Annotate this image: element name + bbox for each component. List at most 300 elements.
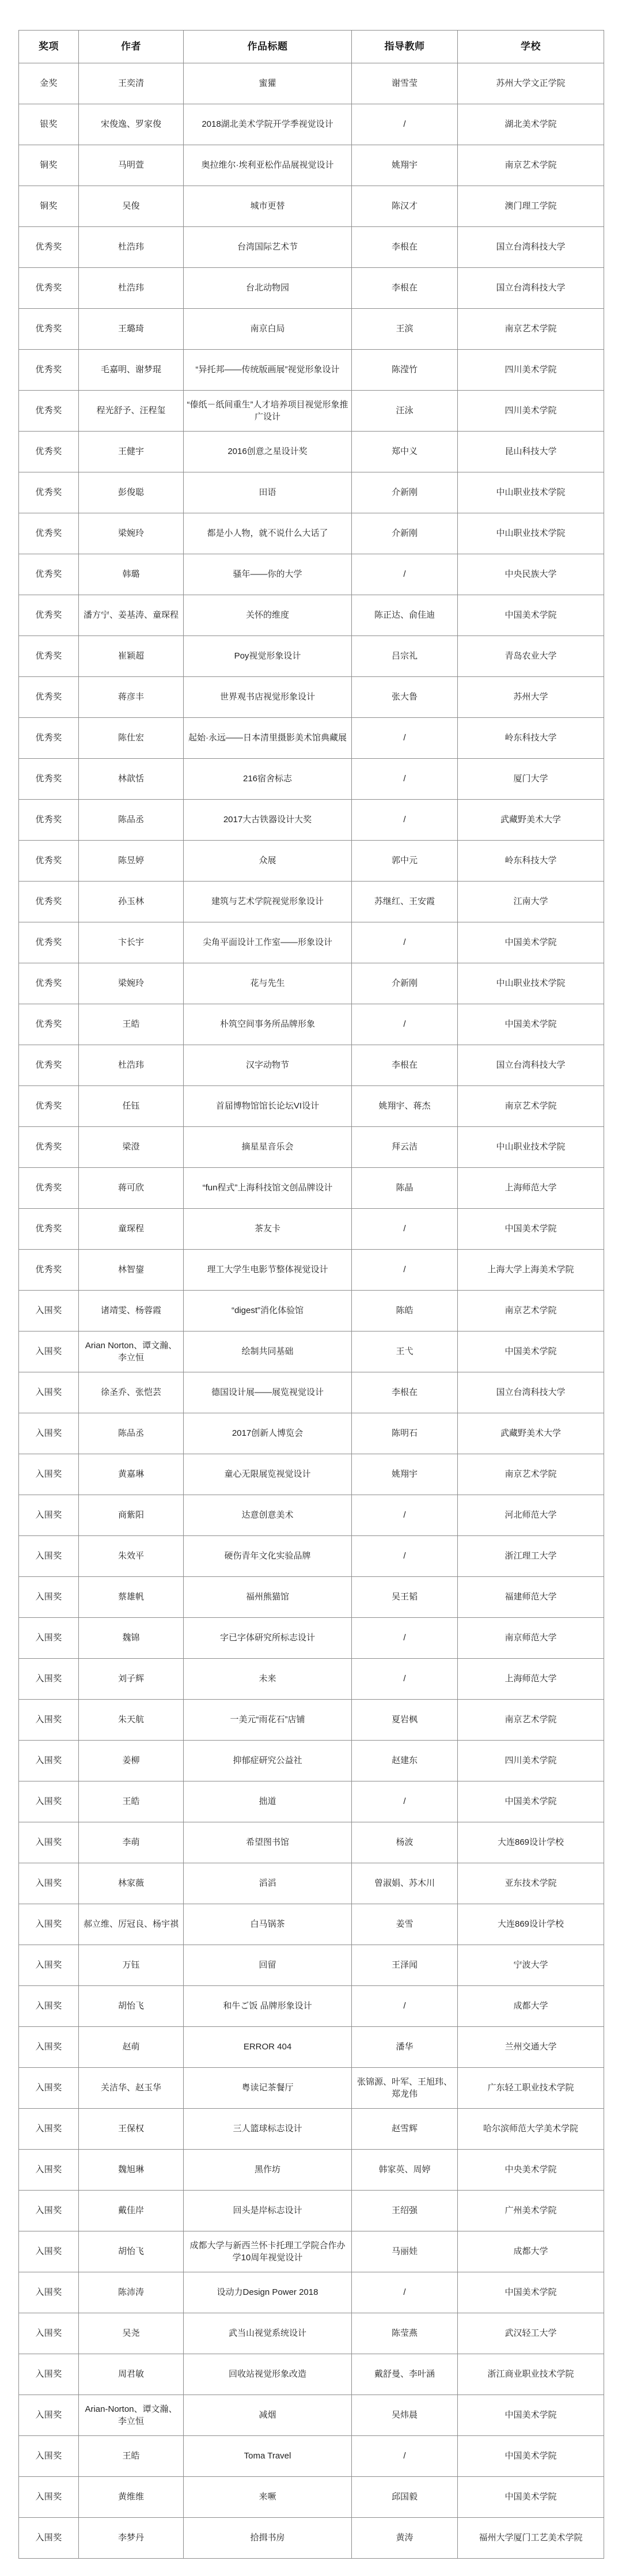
table-row — [19, 2068, 604, 2109]
cell-title: ERROR 404 — [184, 2027, 352, 2068]
cell-mentor: 陈莹燕 — [352, 2313, 458, 2354]
table-row — [19, 2027, 604, 2068]
cell-author: 杜浩玮 — [79, 268, 184, 309]
cell-award: 优秀奖 — [19, 718, 79, 759]
cell-author: 梁澄 — [79, 1127, 184, 1168]
cell-mentor: 介新刚 — [352, 472, 458, 513]
award-winners-table — [18, 30, 604, 2559]
table-row — [19, 595, 604, 636]
table-row — [19, 186, 604, 227]
cell-author: 韩璐 — [79, 554, 184, 595]
cell-award: 优秀奖 — [19, 841, 79, 882]
cell-award: 入围奖 — [19, 1372, 79, 1413]
cell-school: 岭东科技大学 — [458, 718, 604, 759]
cell-mentor: 吴王韬 — [352, 1577, 458, 1618]
cell-title: 蜜獾 — [184, 63, 352, 104]
cell-award: 优秀奖 — [19, 432, 79, 472]
cell-author: 赵萌 — [79, 2027, 184, 2068]
cell-mentor: / — [352, 554, 458, 595]
table-header-row — [19, 31, 604, 63]
cell-school: 上海大学上海美术学院 — [458, 1250, 604, 1291]
table-row — [19, 309, 604, 350]
cell-award: 入围奖 — [19, 1822, 79, 1863]
cell-title: 奥拉维尔·埃利亚松作品展视觉设计 — [184, 145, 352, 186]
cell-title: 成都大学与新西兰怀卡托理工学院合作办学10周年视觉设计 — [184, 2231, 352, 2272]
cell-author: 梁婉玲 — [79, 513, 184, 554]
cell-author: 蒋彦丰 — [79, 677, 184, 718]
cell-author: 周君敏 — [79, 2354, 184, 2395]
cell-author: 吴尧 — [79, 2313, 184, 2354]
cell-title: Toma Travel — [184, 2436, 352, 2477]
cell-school: 国立台湾科技大学 — [458, 227, 604, 268]
cell-title: 德国设计展——展览视觉设计 — [184, 1372, 352, 1413]
cell-school: 中国美术学院 — [458, 2477, 604, 2518]
cell-mentor: 陈晶 — [352, 1168, 458, 1209]
cell-mentor: / — [352, 1536, 458, 1577]
cell-author: 蔡雄帆 — [79, 1577, 184, 1618]
cell-school: 中国美术学院 — [458, 2395, 604, 2436]
cell-award: 入围奖 — [19, 1741, 79, 1781]
cell-school: 中山职业技术学院 — [458, 472, 604, 513]
cell-author: Arian Norton、谭文瀚、李立恒 — [79, 1331, 184, 1372]
cell-award: 入围奖 — [19, 2436, 79, 2477]
table-row — [19, 1618, 604, 1659]
cell-award: 优秀奖 — [19, 1168, 79, 1209]
cell-author: 卞长宇 — [79, 922, 184, 963]
cell-title: 字已字体研究所标志设计 — [184, 1618, 352, 1659]
cell-title: 绘制共同基础 — [184, 1331, 352, 1372]
cell-author: 万钰 — [79, 1945, 184, 1986]
cell-award: 入围奖 — [19, 2354, 79, 2395]
cell-title: 抑郁症研究公益社 — [184, 1741, 352, 1781]
table-row — [19, 1372, 604, 1413]
cell-school: 宁波大学 — [458, 1945, 604, 1986]
cell-title: 城市更替 — [184, 186, 352, 227]
cell-award: 优秀奖 — [19, 963, 79, 1004]
cell-mentor: / — [352, 1618, 458, 1659]
cell-school: 中国美术学院 — [458, 1781, 604, 1822]
cell-mentor: 陈皓 — [352, 1291, 458, 1331]
cell-title: “digest”消化体验馆 — [184, 1291, 352, 1331]
cell-mentor: / — [352, 1209, 458, 1250]
cell-title: 未来 — [184, 1659, 352, 1700]
cell-award: 入围奖 — [19, 2109, 79, 2150]
cell-school: 四川美术学院 — [458, 391, 604, 432]
cell-author: 戴佳岸 — [79, 2191, 184, 2231]
cell-award: 入围奖 — [19, 1904, 79, 1945]
cell-mentor: 姜雪 — [352, 1904, 458, 1945]
cell-school: 成都大学 — [458, 1986, 604, 2027]
cell-mentor: 赵雪辉 — [352, 2109, 458, 2150]
cell-mentor: 苏继红、王安霞 — [352, 882, 458, 922]
cell-mentor: / — [352, 1986, 458, 2027]
table-row — [19, 1331, 604, 1372]
table-row — [19, 759, 604, 800]
table-row — [19, 1700, 604, 1741]
cell-school: 南京艺术学院 — [458, 1291, 604, 1331]
cell-school: 武藏野美术大学 — [458, 800, 604, 841]
table-row — [19, 636, 604, 677]
cell-award: 优秀奖 — [19, 922, 79, 963]
cell-title: 武当山视觉系统设计 — [184, 2313, 352, 2354]
cell-title: 来噘 — [184, 2477, 352, 2518]
cell-title: 216宿舍标志 — [184, 759, 352, 800]
cell-school: 国立台湾科技大学 — [458, 1372, 604, 1413]
cell-author: 姜柳 — [79, 1741, 184, 1781]
cell-title: 理工大学生电影节整体视觉设计 — [184, 1250, 352, 1291]
table-row — [19, 882, 604, 922]
cell-author: 王皓 — [79, 1781, 184, 1822]
cell-school: 苏州大学 — [458, 677, 604, 718]
cell-award: 优秀奖 — [19, 1250, 79, 1291]
cell-author: 林智鋆 — [79, 1250, 184, 1291]
cell-author: 黄维维 — [79, 2477, 184, 2518]
table-row — [19, 718, 604, 759]
cell-school: 哈尔滨师范大学美术学院 — [458, 2109, 604, 2150]
cell-mentor: / — [352, 1004, 458, 1045]
cell-school: 广东轻工职业技术学院 — [458, 2068, 604, 2109]
cell-author: 王保权 — [79, 2109, 184, 2150]
cell-author: 朱效平 — [79, 1536, 184, 1577]
cell-title: 拾揖书房 — [184, 2518, 352, 2559]
cell-title: 硬伤青年文化实验品牌 — [184, 1536, 352, 1577]
cell-mentor: 陈汉才 — [352, 186, 458, 227]
cell-school: 广州美术学院 — [458, 2191, 604, 2231]
cell-author: 胡怡飞 — [79, 1986, 184, 2027]
cell-award: 优秀奖 — [19, 1209, 79, 1250]
cell-mentor: 姚翔宇 — [352, 1454, 458, 1495]
cell-author: 任钰 — [79, 1086, 184, 1127]
table-row — [19, 227, 604, 268]
cell-mentor: 郭中元 — [352, 841, 458, 882]
cell-title: 起始·永远——日本清里摄影美术馆典藏展 — [184, 718, 352, 759]
cell-author: 商紫阳 — [79, 1495, 184, 1536]
cell-award: 优秀奖 — [19, 1045, 79, 1086]
cell-author: 王皓 — [79, 1004, 184, 1045]
cell-school: 福建师范大学 — [458, 1577, 604, 1618]
cell-mentor: 介新刚 — [352, 963, 458, 1004]
cell-title: 骚年——你的大学 — [184, 554, 352, 595]
cell-title: 建筑与艺术学院视觉形象设计 — [184, 882, 352, 922]
cell-school: 河北师范大学 — [458, 1495, 604, 1536]
cell-award: 优秀奖 — [19, 800, 79, 841]
cell-school: 中国美术学院 — [458, 595, 604, 636]
table-row — [19, 2272, 604, 2313]
cell-award: 优秀奖 — [19, 636, 79, 677]
cell-mentor: / — [352, 1250, 458, 1291]
cell-title: 滔滔 — [184, 1863, 352, 1904]
cell-award: 入围奖 — [19, 1700, 79, 1741]
column-header-title: 作品标题 — [184, 31, 352, 63]
cell-mentor: 介新刚 — [352, 513, 458, 554]
table-row — [19, 841, 604, 882]
cell-school: 国立台湾科技大学 — [458, 268, 604, 309]
cell-mentor: 戴舒曼、李叶涵 — [352, 2354, 458, 2395]
cell-mentor: 黄涛 — [352, 2518, 458, 2559]
table-row — [19, 1413, 604, 1454]
cell-school: 中山职业技术学院 — [458, 513, 604, 554]
cell-award: 入围奖 — [19, 2313, 79, 2354]
cell-school: 中国美术学院 — [458, 1209, 604, 1250]
cell-title: 花与先生 — [184, 963, 352, 1004]
cell-title: 回收站视觉形象改造 — [184, 2354, 352, 2395]
cell-author: 杜浩玮 — [79, 227, 184, 268]
cell-author: 林歆恬 — [79, 759, 184, 800]
cell-mentor: / — [352, 2272, 458, 2313]
cell-title: 设动力Design Power 2018 — [184, 2272, 352, 2313]
cell-title: 2017创新人博览会 — [184, 1413, 352, 1454]
table-row — [19, 2231, 604, 2272]
cell-mentor: 李根在 — [352, 1045, 458, 1086]
column-header-author: 作者 — [79, 31, 184, 63]
cell-school: 大连869设计学校 — [458, 1822, 604, 1863]
cell-award: 入围奖 — [19, 2477, 79, 2518]
cell-author: 吴俊 — [79, 186, 184, 227]
cell-author: 陈昱婷 — [79, 841, 184, 882]
cell-author: 孙玉林 — [79, 882, 184, 922]
column-header-award: 奖项 — [19, 31, 79, 63]
cell-school: 中国美术学院 — [458, 1004, 604, 1045]
cell-mentor: / — [352, 759, 458, 800]
table-row — [19, 513, 604, 554]
cell-author: 朱天航 — [79, 1700, 184, 1741]
cell-school: 中山职业技术学院 — [458, 963, 604, 1004]
cell-title: 田语 — [184, 472, 352, 513]
cell-title: 减烟 — [184, 2395, 352, 2436]
cell-school: 昆山科技大学 — [458, 432, 604, 472]
cell-school: 四川美术学院 — [458, 1741, 604, 1781]
cell-award: 入围奖 — [19, 1781, 79, 1822]
cell-mentor: 王泽闻 — [352, 1945, 458, 1986]
table-row — [19, 391, 604, 432]
cell-award: 优秀奖 — [19, 268, 79, 309]
cell-author: 胡怡飞 — [79, 2231, 184, 2272]
cell-author: 陈沛涛 — [79, 2272, 184, 2313]
table-row — [19, 104, 604, 145]
cell-award: 优秀奖 — [19, 309, 79, 350]
cell-award: 入围奖 — [19, 1413, 79, 1454]
cell-mentor: 赵建东 — [352, 1741, 458, 1781]
cell-mentor: / — [352, 1495, 458, 1536]
cell-school: 中国美术学院 — [458, 922, 604, 963]
table-row — [19, 1250, 604, 1291]
cell-award: 入围奖 — [19, 2191, 79, 2231]
cell-award: 铜奖 — [19, 145, 79, 186]
cell-title: 世界观书店视觉形象设计 — [184, 677, 352, 718]
table-row — [19, 1863, 604, 1904]
cell-award: 优秀奖 — [19, 227, 79, 268]
cell-title: 南京白局 — [184, 309, 352, 350]
cell-school: 岭东科技大学 — [458, 841, 604, 882]
cell-title: 童心无限展览视觉设计 — [184, 1454, 352, 1495]
table-row — [19, 1945, 604, 1986]
cell-mentor: 李根在 — [352, 1372, 458, 1413]
cell-school: 中央美术学院 — [458, 2150, 604, 2191]
cell-award: 优秀奖 — [19, 759, 79, 800]
cell-mentor: / — [352, 718, 458, 759]
cell-award: 优秀奖 — [19, 677, 79, 718]
cell-mentor: 张大鲁 — [352, 677, 458, 718]
cell-award: 入围奖 — [19, 1863, 79, 1904]
table-row — [19, 2395, 604, 2436]
table-row — [19, 432, 604, 472]
table-row — [19, 2477, 604, 2518]
cell-award: 入围奖 — [19, 1454, 79, 1495]
cell-school: 兰州交通大学 — [458, 2027, 604, 2068]
cell-mentor: 李根在 — [352, 268, 458, 309]
cell-school: 南京艺术学院 — [458, 309, 604, 350]
cell-author: 王健宇 — [79, 432, 184, 472]
cell-mentor: / — [352, 1781, 458, 1822]
cell-title: 众展 — [184, 841, 352, 882]
table-row — [19, 2313, 604, 2354]
cell-title: 白马锅茶 — [184, 1904, 352, 1945]
cell-author: 王奕清 — [79, 63, 184, 104]
table-row — [19, 963, 604, 1004]
cell-mentor: 吕宗礼 — [352, 636, 458, 677]
cell-award: 银奖 — [19, 104, 79, 145]
cell-mentor: 陈滢竹 — [352, 350, 458, 391]
table-header — [19, 31, 604, 63]
cell-school: 南京师范大学 — [458, 1618, 604, 1659]
cell-title: Poy视觉形象设计 — [184, 636, 352, 677]
cell-award: 优秀奖 — [19, 554, 79, 595]
cell-school: 武藏野美术大学 — [458, 1413, 604, 1454]
cell-school: 国立台湾科技大学 — [458, 1045, 604, 1086]
cell-author: 潘方宁、姜基涛、童琛程 — [79, 595, 184, 636]
cell-title: 回头是岸标志设计 — [184, 2191, 352, 2231]
cell-award: 入围奖 — [19, 2150, 79, 2191]
table-row — [19, 1127, 604, 1168]
cell-award: 优秀奖 — [19, 513, 79, 554]
cell-award: 优秀奖 — [19, 1004, 79, 1045]
cell-school: 南京艺术学院 — [458, 1086, 604, 1127]
cell-mentor: 曾淑娟、苏木川 — [352, 1863, 458, 1904]
table-row — [19, 268, 604, 309]
cell-award: 入围奖 — [19, 1618, 79, 1659]
table-row — [19, 2109, 604, 2150]
cell-school: 苏州大学文正学院 — [458, 63, 604, 104]
table-row — [19, 350, 604, 391]
cell-mentor: 陈正达、俞佳迪 — [352, 595, 458, 636]
cell-award: 入围奖 — [19, 1536, 79, 1577]
cell-school: 南京艺术学院 — [458, 145, 604, 186]
cell-mentor: 韩家英、周婷 — [352, 2150, 458, 2191]
cell-award: 入围奖 — [19, 1986, 79, 2027]
table-row — [19, 63, 604, 104]
cell-mentor: 姚翔宇、蒋杰 — [352, 1086, 458, 1127]
cell-award: 优秀奖 — [19, 472, 79, 513]
cell-award: 优秀奖 — [19, 1127, 79, 1168]
cell-mentor: 夏岩枫 — [352, 1700, 458, 1741]
cell-author: 陈品丞 — [79, 800, 184, 841]
cell-school: 成都大学 — [458, 2231, 604, 2272]
cell-title: 2017大古铁器设计大奖 — [184, 800, 352, 841]
cell-award: 入围奖 — [19, 1659, 79, 1700]
cell-author: 王璐琦 — [79, 309, 184, 350]
cell-school: 中国美术学院 — [458, 1331, 604, 1372]
cell-school: 中国美术学院 — [458, 2272, 604, 2313]
cell-title: 汉字动物节 — [184, 1045, 352, 1086]
cell-title: 和牛ご饭 品牌形象设计 — [184, 1986, 352, 2027]
cell-school: 中央民族大学 — [458, 554, 604, 595]
cell-author: 黄嘉琳 — [79, 1454, 184, 1495]
cell-mentor: 张锦源、叶军、王旭玮、郑龙伟 — [352, 2068, 458, 2109]
table-row — [19, 677, 604, 718]
table-row — [19, 1291, 604, 1331]
cell-title: 一美元“雨花石”店铺 — [184, 1700, 352, 1741]
table-row — [19, 2191, 604, 2231]
cell-author: 程光舒予、汪程玺 — [79, 391, 184, 432]
table-body — [19, 63, 604, 2559]
cell-award: 金奖 — [19, 63, 79, 104]
cell-title: 2018湖北美术学院开学季视觉设计 — [184, 104, 352, 145]
cell-author: 林家薇 — [79, 1863, 184, 1904]
cell-school: 四川美术学院 — [458, 350, 604, 391]
cell-award: 入围奖 — [19, 2272, 79, 2313]
cell-mentor: / — [352, 104, 458, 145]
cell-award: 入围奖 — [19, 1945, 79, 1986]
table-row — [19, 922, 604, 963]
cell-mentor: / — [352, 800, 458, 841]
cell-school: 武汉轻工大学 — [458, 2313, 604, 2354]
cell-mentor: / — [352, 2436, 458, 2477]
table-row — [19, 1004, 604, 1045]
cell-mentor: 谢雪莹 — [352, 63, 458, 104]
cell-school: 南京艺术学院 — [458, 1454, 604, 1495]
cell-award: 优秀奖 — [19, 350, 79, 391]
cell-school: 湖北美术学院 — [458, 104, 604, 145]
cell-school: 中山职业技术学院 — [458, 1127, 604, 1168]
cell-school: 青岛农业大学 — [458, 636, 604, 677]
cell-award: 入围奖 — [19, 2231, 79, 2272]
cell-title: 粤读记茶餐厅 — [184, 2068, 352, 2109]
cell-award: 入围奖 — [19, 2395, 79, 2436]
cell-author: 刘子辉 — [79, 1659, 184, 1700]
cell-author: 李梦丹 — [79, 2518, 184, 2559]
cell-author: 杜浩玮 — [79, 1045, 184, 1086]
cell-school: 上海师范大学 — [458, 1168, 604, 1209]
cell-award: 入围奖 — [19, 1291, 79, 1331]
cell-title: 拙道 — [184, 1781, 352, 1822]
cell-title: 关怀的维度 — [184, 595, 352, 636]
cell-author: Arian-Norton、谭文瀚、李立恒 — [79, 2395, 184, 2436]
table-row — [19, 1781, 604, 1822]
cell-title: 首届博物馆馆长论坛VI设计 — [184, 1086, 352, 1127]
cell-school: 大连869设计学校 — [458, 1904, 604, 1945]
table-row — [19, 2354, 604, 2395]
cell-author: 马明萱 — [79, 145, 184, 186]
cell-mentor: 马丽娃 — [352, 2231, 458, 2272]
cell-mentor: 邱国毅 — [352, 2477, 458, 2518]
cell-award: 入围奖 — [19, 1577, 79, 1618]
cell-school: 厦门大学 — [458, 759, 604, 800]
cell-title: “异托邦——传统版画展”视觉形象设计 — [184, 350, 352, 391]
table-row — [19, 1209, 604, 1250]
cell-award: 优秀奖 — [19, 882, 79, 922]
column-header-school: 学校 — [458, 31, 604, 63]
column-header-mentor: 指导教师 — [352, 31, 458, 63]
cell-title: 黑作坊 — [184, 2150, 352, 2191]
cell-mentor: 李根在 — [352, 227, 458, 268]
cell-author: 彭俊聪 — [79, 472, 184, 513]
cell-title: 福州熊猫馆 — [184, 1577, 352, 1618]
cell-mentor: 杨波 — [352, 1822, 458, 1863]
cell-author: 毛嘉明、谢梦琨 — [79, 350, 184, 391]
cell-author: 梁婉玲 — [79, 963, 184, 1004]
cell-award: 入围奖 — [19, 1495, 79, 1536]
cell-award: 入围奖 — [19, 2518, 79, 2559]
